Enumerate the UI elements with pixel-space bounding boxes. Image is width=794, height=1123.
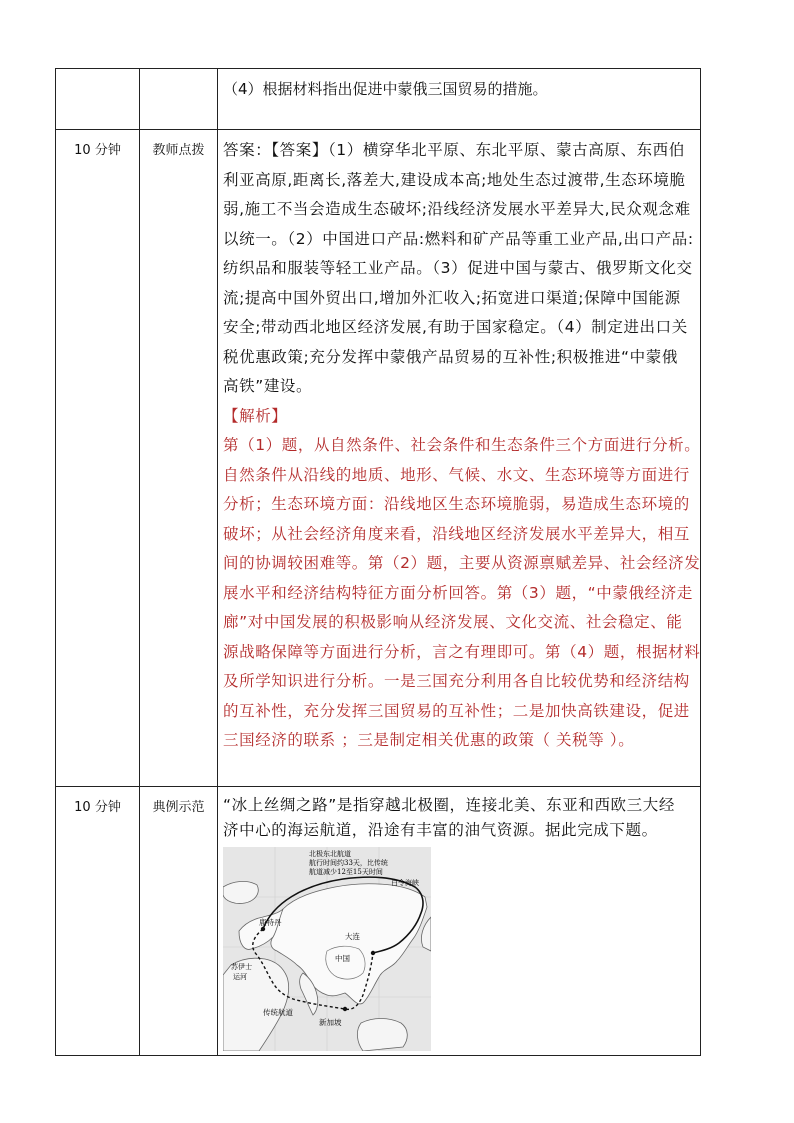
suez-canal-label: 苏伊士 (231, 963, 252, 971)
china-label: 中国 (335, 954, 350, 963)
map-title-line: 航行时间约33天，比传统 (309, 859, 388, 867)
analysis-heading: 【解析】 (223, 406, 288, 425)
map-figure (223, 847, 431, 1051)
answer-line: 以统一。（2）中国进口产品:燃料和矿产品等重工业产品,出口产品: (223, 229, 694, 248)
analysis-line: 分析；生态环境方面：沿线地区生态环境脆弱，易造成生态环境的 (223, 495, 690, 513)
analysis-line: 源战略保障等方面进行分析，言之有理即可。第（4）题，根据材料 (223, 642, 701, 661)
question-4-text: （4）根据材料指出促进中蒙俄三国贸易的措施。 (223, 80, 548, 98)
time-cell: 10 分钟 (56, 787, 140, 1056)
analysis-block (223, 431, 701, 756)
table-row (56, 787, 701, 1056)
answer-line: 流;提高中国外贸出口,增加外汇收入;拓宽进口渠道;保障中国能源 (223, 288, 681, 307)
question-4-cell (218, 69, 701, 130)
analysis-line: 廊”对中国发展的积极影响从经济发展、文化交流、社会稳定、能 (223, 613, 683, 631)
answer-line: 高铁”建设。 (223, 377, 313, 395)
teacher-guidance-cell (218, 130, 701, 787)
analysis-line: 破坏；从社会经济角度来看，沿线地区经济发展水平差异大，相互 (223, 524, 690, 543)
dalian-label: 大连 (345, 932, 360, 941)
step-cell: 教师点拨 (140, 130, 218, 787)
analysis-line: 间的协调较困难等。第（2）题，主要从资源禀赋差异、社会经济发 (223, 554, 701, 572)
dalian-marker (371, 951, 375, 955)
map-title-line: 航道减少12至15天时间 (309, 868, 383, 876)
lesson-plan-table (55, 68, 701, 1056)
analysis-line: 展水平和经济结构特征方面分析回答。第（3）题，“中蒙俄经济走 (223, 583, 693, 602)
analysis-line: 三国经济的联系 ；三是制定相关优惠的政策（ 关税等 ）。 (223, 731, 635, 749)
analysis-line: 的互补性，充分发挥三国贸易的互补性；二是加快高铁建设，促进 (223, 701, 690, 720)
analysis-line: 自然条件从沿线的地质、地形、气候、水文、生态环境等方面进行 (223, 465, 690, 484)
table-row (56, 130, 701, 787)
step-cell (140, 69, 218, 130)
rotterdam-label: 鹿特丹 (259, 918, 282, 927)
answer-line: 税优惠政策;充分发挥中蒙俄产品贸易的互补性;积极推进“中蒙俄 (223, 347, 678, 366)
example-cell (218, 787, 701, 1056)
answer-line: 纺织品和服装等轻工业产品。（3）促进中国与蒙古、俄罗斯文化交 (223, 259, 693, 277)
answer-line: 答案：【答案】（1）横穿华北平原、东北平原、蒙古高原、东西伯 (223, 141, 685, 159)
suez-canal-label: 运河 (233, 973, 247, 981)
table-row (56, 69, 701, 130)
answer-line: 利亚高原,距离长,落差大,建设成本高;地处生态过渡带,生态环境脆 (223, 170, 686, 189)
answer-line: 弱,施工不当会造成生态破坏;沿线经济发展水平差异大,民众观念难 (223, 200, 691, 218)
example-line: 济中心的海运航道，沿途有丰富的油气资源。据此完成下题。 (223, 821, 658, 839)
map-title-line: 北极东北航道 (309, 850, 351, 858)
answer-line: 安全;带动西北地区经济发展,有助于国家稳定。（4）制定进出口关 (223, 318, 688, 336)
time-cell (56, 69, 140, 130)
traditional-route-label: 传统航道 (263, 1008, 293, 1017)
answer-block (223, 136, 696, 402)
bering-strait-label: 白令海峡 (391, 879, 419, 887)
analysis-line: 第（1）题，从自然条件、社会条件和生态条件三个方面进行分析。 (223, 436, 701, 454)
time-cell: 10 分钟 (56, 130, 140, 787)
singapore-label: 新加坡 (319, 1018, 342, 1027)
step-cell: 典例示范 (140, 787, 218, 1056)
example-line: “冰上丝绸之路”是指穿越北极圈，连接北美、东亚和西欧三大经 (223, 796, 675, 814)
analysis-line: 及所学知识进行分析。一是三国充分利用各自比较优势和经济结构 (223, 672, 690, 690)
arctic-route-map (223, 847, 431, 1051)
singapore-marker (343, 1007, 347, 1011)
rotterdam-marker (261, 927, 265, 931)
australia-landmass (357, 1019, 407, 1052)
